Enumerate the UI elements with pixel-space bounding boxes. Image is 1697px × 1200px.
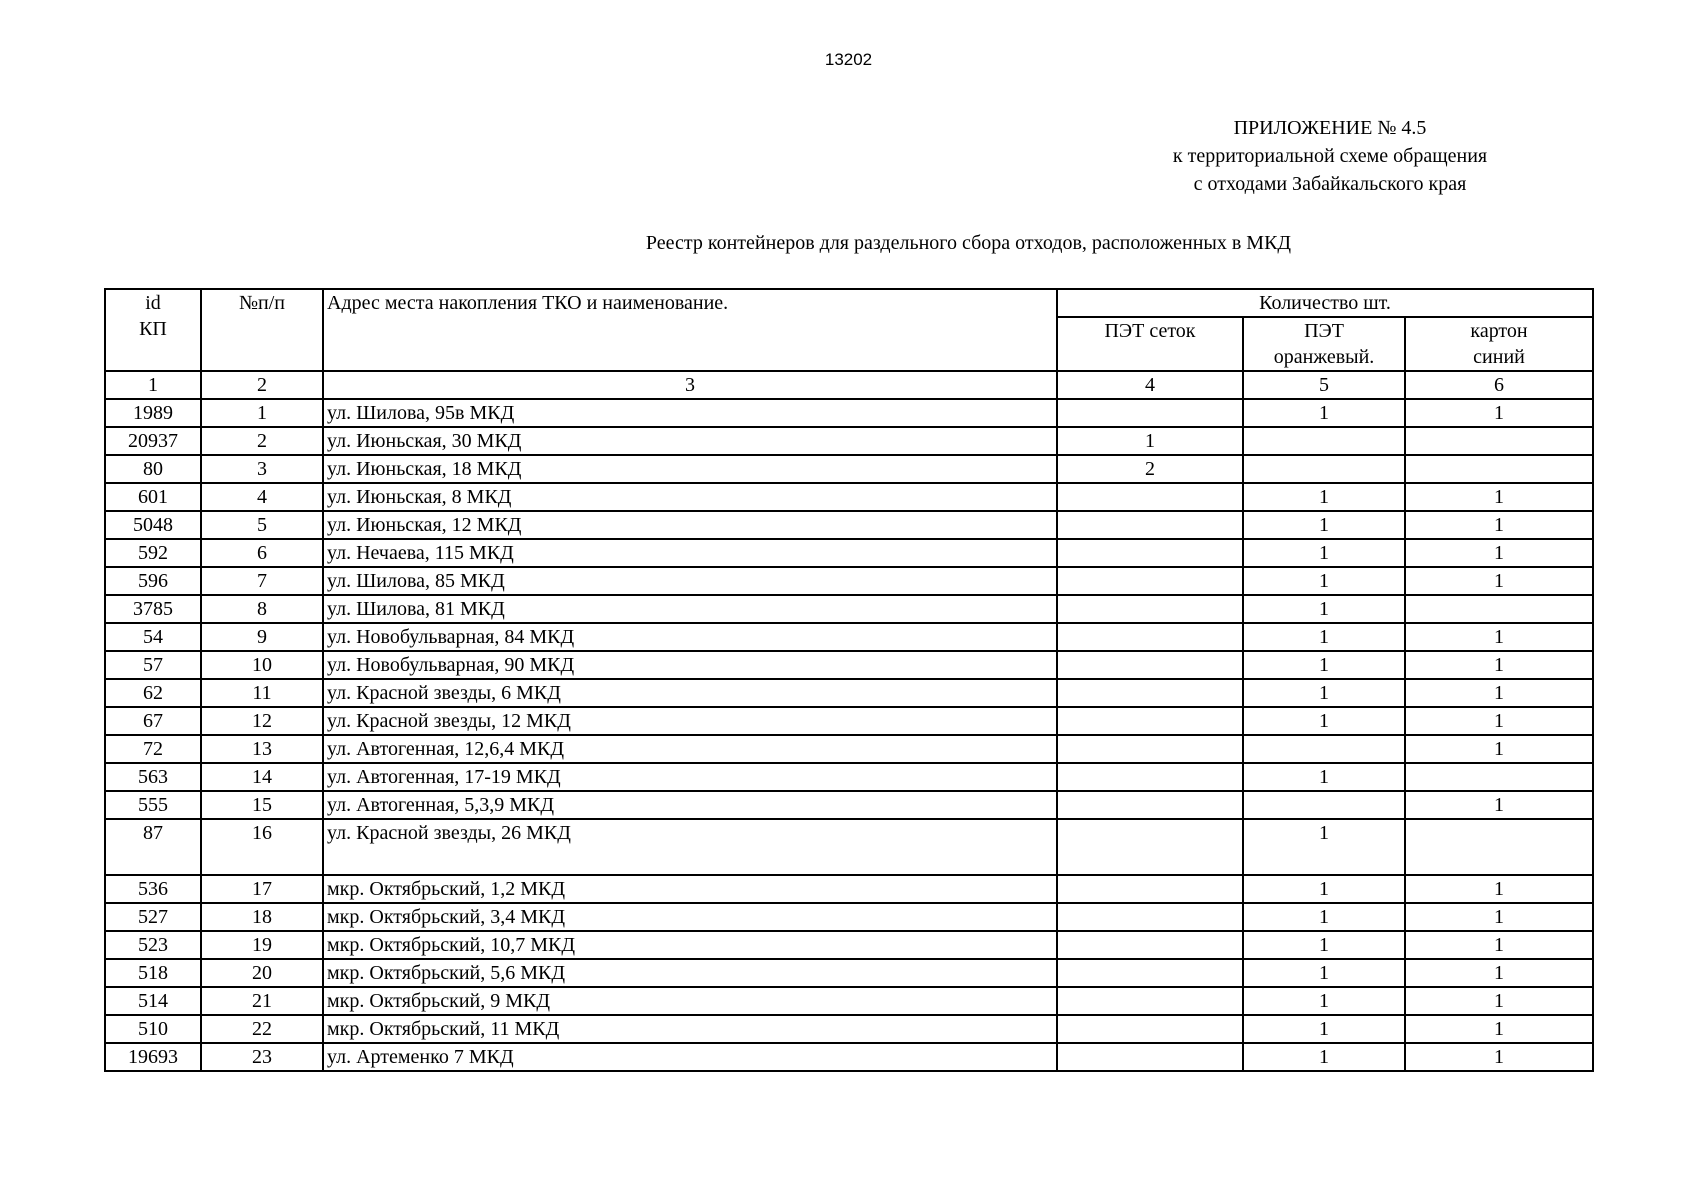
cell-number: 6 [201, 539, 323, 567]
cell-pet-net [1057, 987, 1243, 1015]
header-carton-line-2: синий [1473, 346, 1525, 368]
table-row [105, 931, 1593, 959]
cell-carton: 1 [1405, 483, 1593, 511]
cell-number: 4 [201, 483, 323, 511]
cell-address: ул. Автогенная, 12,6,4 МКД [323, 735, 1057, 763]
cell-id: 563 [105, 763, 201, 791]
header-id-line-1: id [145, 292, 161, 314]
cell-pet-net [1057, 707, 1243, 735]
cell-address: ул. Июньская, 8 МКД [323, 483, 1057, 511]
header-number: №п/п [201, 289, 323, 371]
cell-pet-orange: 1 [1243, 511, 1405, 539]
cell-pet-net [1057, 959, 1243, 987]
cell-id: 54 [105, 623, 201, 651]
cell-id: 510 [105, 1015, 201, 1043]
cell-number: 13 [201, 735, 323, 763]
column-number: 6 [1405, 371, 1593, 399]
header-pet-orange-line-1: ПЭТ [1304, 320, 1344, 342]
cell-pet-orange: 1 [1243, 875, 1405, 903]
cell-number: 23 [201, 1043, 323, 1071]
table-row [105, 539, 1593, 567]
cell-pet-net [1057, 903, 1243, 931]
table-row [105, 595, 1593, 623]
cell-number: 7 [201, 567, 323, 595]
cell-number: 3 [201, 455, 323, 483]
cell-carton: 1 [1405, 875, 1593, 903]
cell-carton: 1 [1405, 931, 1593, 959]
cell-carton: 1 [1405, 623, 1593, 651]
table-row [105, 987, 1593, 1015]
cell-id: 80 [105, 455, 201, 483]
table-row [105, 791, 1593, 819]
cell-pet-net [1057, 651, 1243, 679]
cell-pet-orange: 1 [1243, 623, 1405, 651]
cell-id: 19693 [105, 1043, 201, 1071]
cell-number: 1 [201, 399, 323, 427]
table-row [105, 399, 1593, 427]
cell-id: 523 [105, 931, 201, 959]
cell-id: 72 [105, 735, 201, 763]
cell-number: 15 [201, 791, 323, 819]
cell-id: 596 [105, 567, 201, 595]
table-row [105, 1015, 1593, 1043]
cell-pet-orange [1243, 735, 1405, 763]
cell-carton: 1 [1405, 679, 1593, 707]
cell-number: 17 [201, 875, 323, 903]
cell-address: ул. Артеменко 7 МКД [323, 1043, 1057, 1071]
cell-pet-net [1057, 819, 1243, 875]
cell-pet-orange: 1 [1243, 567, 1405, 595]
cell-id: 514 [105, 987, 201, 1015]
cell-address: мкр. Октябрьский, 5,6 МКД [323, 959, 1057, 987]
table-row [105, 427, 1593, 455]
cell-address: ул. Автогенная, 17-19 МКД [323, 763, 1057, 791]
table-row [105, 959, 1593, 987]
cell-address: мкр. Октябрьский, 10,7 МКД [323, 931, 1057, 959]
column-number: 2 [201, 371, 323, 399]
cell-id: 1989 [105, 399, 201, 427]
cell-address: ул. Автогенная, 5,3,9 МКД [323, 791, 1057, 819]
cell-id: 5048 [105, 511, 201, 539]
cell-pet-net [1057, 623, 1243, 651]
cell-pet-net: 2 [1057, 455, 1243, 483]
cell-carton [1405, 427, 1593, 455]
table-row [105, 903, 1593, 931]
cell-number: 10 [201, 651, 323, 679]
cell-pet-net [1057, 539, 1243, 567]
cell-address: ул. Шилова, 81 МКД [323, 595, 1057, 623]
cell-address: ул. Красной звезды, 26 МКД [323, 819, 1057, 875]
cell-pet-net [1057, 511, 1243, 539]
table-header [105, 289, 1593, 399]
cell-id: 3785 [105, 595, 201, 623]
header-carton [1405, 317, 1593, 371]
cell-pet-net [1057, 735, 1243, 763]
cell-pet-orange: 1 [1243, 483, 1405, 511]
cell-number: 19 [201, 931, 323, 959]
cell-number: 2 [201, 427, 323, 455]
cell-carton: 1 [1405, 987, 1593, 1015]
cell-pet-net [1057, 875, 1243, 903]
page-number: 13202 [824, 50, 873, 69]
table-row [105, 735, 1593, 763]
cell-address: ул. Красной звезды, 12 МКД [323, 707, 1057, 735]
cell-address: ул. Новобульварная, 84 МКД [323, 623, 1057, 651]
cell-pet-orange: 1 [1243, 819, 1405, 875]
cell-pet-orange: 1 [1243, 1015, 1405, 1043]
cell-pet-net: 1 [1057, 427, 1243, 455]
cell-address: ул. Июньская, 18 МКД [323, 455, 1057, 483]
cell-address: ул. Красной звезды, 6 МКД [323, 679, 1057, 707]
cell-address: ул. Июньская, 30 МКД [323, 427, 1057, 455]
cell-address: мкр. Октябрьский, 9 МКД [323, 987, 1057, 1015]
cell-carton: 1 [1405, 903, 1593, 931]
column-number: 1 [105, 371, 201, 399]
table-row [105, 679, 1593, 707]
cell-carton: 1 [1405, 1015, 1593, 1043]
cell-carton [1405, 595, 1593, 623]
cell-pet-orange [1243, 791, 1405, 819]
appendix-title: ПРИЛОЖЕНИЕ № 4.5 [1233, 117, 1427, 139]
cell-number: 16 [201, 819, 323, 875]
cell-carton: 1 [1405, 539, 1593, 567]
appendix-block [1100, 114, 1560, 198]
cell-pet-orange: 1 [1243, 1043, 1405, 1071]
appendix-subtitle-line-1: к территориальной схеме обращения [1172, 145, 1488, 167]
cell-id: 527 [105, 903, 201, 931]
table-row [105, 455, 1593, 483]
header-id-line-2: КП [139, 318, 167, 340]
cell-pet-orange: 1 [1243, 679, 1405, 707]
cell-carton [1405, 819, 1593, 875]
header-carton-line-1: картон [1470, 320, 1528, 342]
cell-carton [1405, 763, 1593, 791]
cell-pet-orange: 1 [1243, 539, 1405, 567]
cell-pet-net [1057, 1043, 1243, 1071]
header-pet-orange-line-2: оранжевый. [1273, 346, 1375, 368]
cell-pet-orange: 1 [1243, 763, 1405, 791]
table-row [105, 567, 1593, 595]
cell-pet-net [1057, 1015, 1243, 1043]
cell-number: 21 [201, 987, 323, 1015]
table-row [105, 763, 1593, 791]
cell-carton: 1 [1405, 735, 1593, 763]
table-row [105, 483, 1593, 511]
cell-pet-orange: 1 [1243, 399, 1405, 427]
header-pet-net: ПЭТ сеток [1057, 317, 1243, 371]
cell-address: ул. Шилова, 85 МКД [323, 567, 1057, 595]
cell-number: 14 [201, 763, 323, 791]
cell-pet-net [1057, 567, 1243, 595]
cell-carton: 1 [1405, 399, 1593, 427]
cell-id: 87 [105, 819, 201, 875]
header-pet-orange [1243, 317, 1405, 371]
cell-number: 22 [201, 1015, 323, 1043]
cell-id: 601 [105, 483, 201, 511]
cell-pet-net [1057, 595, 1243, 623]
column-number: 5 [1243, 371, 1405, 399]
cell-pet-orange: 1 [1243, 931, 1405, 959]
cell-number: 11 [201, 679, 323, 707]
cell-number: 8 [201, 595, 323, 623]
cell-pet-orange: 1 [1243, 959, 1405, 987]
table-row [105, 875, 1593, 903]
cell-number: 9 [201, 623, 323, 651]
header-address: Адрес места накопления ТКО и наименование. [323, 289, 1057, 371]
cell-pet-orange: 1 [1243, 707, 1405, 735]
container-registry-table [104, 288, 1594, 1072]
cell-id: 67 [105, 707, 201, 735]
header-quantity: Количество шт. [1057, 289, 1593, 317]
cell-pet-net [1057, 791, 1243, 819]
cell-pet-orange: 1 [1243, 595, 1405, 623]
cell-address: мкр. Октябрьский, 11 МКД [323, 1015, 1057, 1043]
cell-address: ул. Нечаева, 115 МКД [323, 539, 1057, 567]
cell-id: 592 [105, 539, 201, 567]
cell-address: ул. Июньская, 12 МКД [323, 511, 1057, 539]
cell-id: 20937 [105, 427, 201, 455]
column-number: 3 [323, 371, 1057, 399]
cell-pet-net [1057, 763, 1243, 791]
cell-pet-net [1057, 399, 1243, 427]
document-title: Реестр контейнеров для раздельного сбора отходов, расположенных в МКД [645, 232, 1292, 254]
table-row [105, 511, 1593, 539]
table-row [105, 623, 1593, 651]
table-row [105, 651, 1593, 679]
cell-pet-net [1057, 931, 1243, 959]
table-row [105, 1043, 1593, 1071]
cell-carton: 1 [1405, 567, 1593, 595]
cell-address: ул. Новобульварная, 90 МКД [323, 651, 1057, 679]
cell-carton: 1 [1405, 707, 1593, 735]
cell-address: мкр. Октябрьский, 1,2 МКД [323, 875, 1057, 903]
table-row [105, 819, 1593, 875]
cell-carton: 1 [1405, 959, 1593, 987]
cell-pet-orange: 1 [1243, 903, 1405, 931]
cell-id: 518 [105, 959, 201, 987]
cell-address: ул. Шилова, 95в МКД [323, 399, 1057, 427]
cell-pet-orange [1243, 427, 1405, 455]
appendix-subtitle-line-2: с отходами Забайкальского края [1193, 173, 1467, 195]
cell-id: 555 [105, 791, 201, 819]
table-row [105, 707, 1593, 735]
cell-carton: 1 [1405, 791, 1593, 819]
cell-pet-net [1057, 679, 1243, 707]
cell-carton: 1 [1405, 511, 1593, 539]
column-number: 4 [1057, 371, 1243, 399]
cell-carton: 1 [1405, 651, 1593, 679]
cell-number: 12 [201, 707, 323, 735]
cell-id: 536 [105, 875, 201, 903]
cell-pet-orange: 1 [1243, 651, 1405, 679]
table-body [105, 399, 1593, 1071]
cell-number: 20 [201, 959, 323, 987]
header-id [105, 289, 201, 371]
cell-id: 62 [105, 679, 201, 707]
cell-id: 57 [105, 651, 201, 679]
cell-address: мкр. Октябрьский, 3,4 МКД [323, 903, 1057, 931]
cell-number: 18 [201, 903, 323, 931]
cell-number: 5 [201, 511, 323, 539]
cell-pet-orange: 1 [1243, 987, 1405, 1015]
cell-carton: 1 [1405, 1043, 1593, 1071]
column-numbers-row [105, 371, 1593, 399]
cell-carton [1405, 455, 1593, 483]
cell-pet-orange [1243, 455, 1405, 483]
cell-pet-net [1057, 483, 1243, 511]
